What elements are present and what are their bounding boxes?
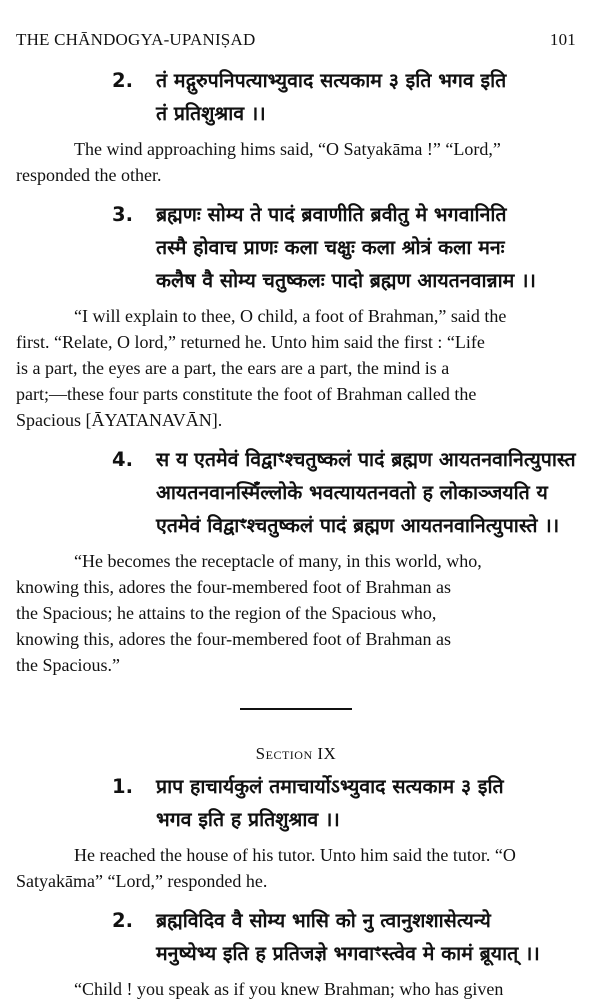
translation-line: knowing this, adores the four-membered foot of Brahman as [16,629,452,649]
verse-number: 2. [112,909,133,932]
translation-line: knowing this, adores the four-membered foot of Brahman as [16,577,452,597]
verse-line: प्राप हाचार्यकुलं तमाचार्योऽभ्युवाद सत्यकाम ३ इति [156,775,504,798]
translation-verse-ix-1 [16,842,576,894]
translation-line: He reached the house of his tutor. Unto him said the tutor. “O [74,845,516,865]
section-divider [240,708,352,710]
translation-line: first. “Relate, O lord,” returned he. Unto him said the first : “Life [16,332,485,352]
translation-verse-4 [16,548,576,678]
verse-number: 4. [112,448,133,471]
page-number: 101 [549,30,576,49]
sanskrit-verse-3 [112,198,576,297]
section-heading-text: Section IX [255,744,337,763]
translation-line: part;—these four parts constitute the foot of Brahman called the [16,384,477,404]
translation-line: responded the other. [16,165,162,185]
verse-line: आयतनवानस्मिँल्लोके भवत्यायतनवतो ह लोकाञ्जयति य [156,481,548,504]
sanskrit-verse-2 [112,64,576,130]
verse-line: तं प्रतिशुश्राव ।। [156,102,266,125]
translation-line: “Child ! you speak as if you knew Brahman; who has given [74,979,504,999]
translation-line: is a part, the eyes are a part, the ears are a part, the mind is a [16,358,450,378]
translation-verse-2 [16,136,576,188]
sanskrit-verse-4 [112,443,576,542]
translation-line: “I will explain to thee, O child, a foot of Brahman,” said the [74,306,507,326]
verse-line: भगव इति ह प्रतिशुश्राव ।। [156,808,340,831]
translation-line: Satyakāma” “Lord,” responded he. [16,871,268,891]
translation-line: The wind approaching hims said, “O Satyakāma !” “Lord,” [74,139,501,159]
translation-line: the Spacious; he attains to the region of the Spacious who, [16,603,437,623]
running-header [16,30,576,50]
verse-line: एतमेवं विद्वाꣳश्चतुष्कलं पादं ब्रह्मण आयतनवानित्युपास्ते ।। [156,514,560,537]
verse-line: स य एतमेवं विद्वाꣳश्चतुष्कलं पादं ब्रह्मण आयतनवानित्युपास्त [156,448,576,471]
translation-line: “He becomes the receptacle of many, in this world, who, [74,551,482,571]
translation-line: the Spacious.” [16,655,120,675]
sanskrit-verse-ix-2 [112,904,576,970]
running-title: THE CHĀNDOGYA-UPANIṢAD [16,30,256,49]
verse-line: मनुष्येभ्य इति ह प्रतिजज्ञे भगवाꣳस्त्वेव मे कामं ब्रूयात् ।। [156,942,540,965]
sanskrit-verse-ix-1 [112,770,576,836]
verse-number: 1. [112,775,133,798]
verse-line: कलैष वै सोम्य चतुष्कलः पादो ब्रह्मण आयतनवान्नाम ।। [156,269,536,292]
translation-verse-ix-2 [16,976,576,1002]
verse-line: ब्रह्मविदिव वै सोम्य भासि को नु त्वानुशशासेत्यन्ये [156,909,491,932]
verse-line: ब्रह्मणः सोम्य ते पादं ब्रवाणीति ब्रवीतु मे भगवानिति [156,203,507,226]
verse-number: 3. [112,203,133,226]
section-heading [16,744,576,764]
translation-line: Spacious [ĀYATANAVĀN]. [16,410,223,430]
translation-verse-3 [16,303,576,433]
verse-line: तं मद्गुरुपनिपत्याभ्युवाद सत्यकाम ३ इति भगव इति [156,69,507,92]
verse-line: तस्मै होवाच प्राणः कला चक्षुः कला श्रोत्रं कला मनः [156,236,505,259]
verse-number: 2. [112,69,133,92]
